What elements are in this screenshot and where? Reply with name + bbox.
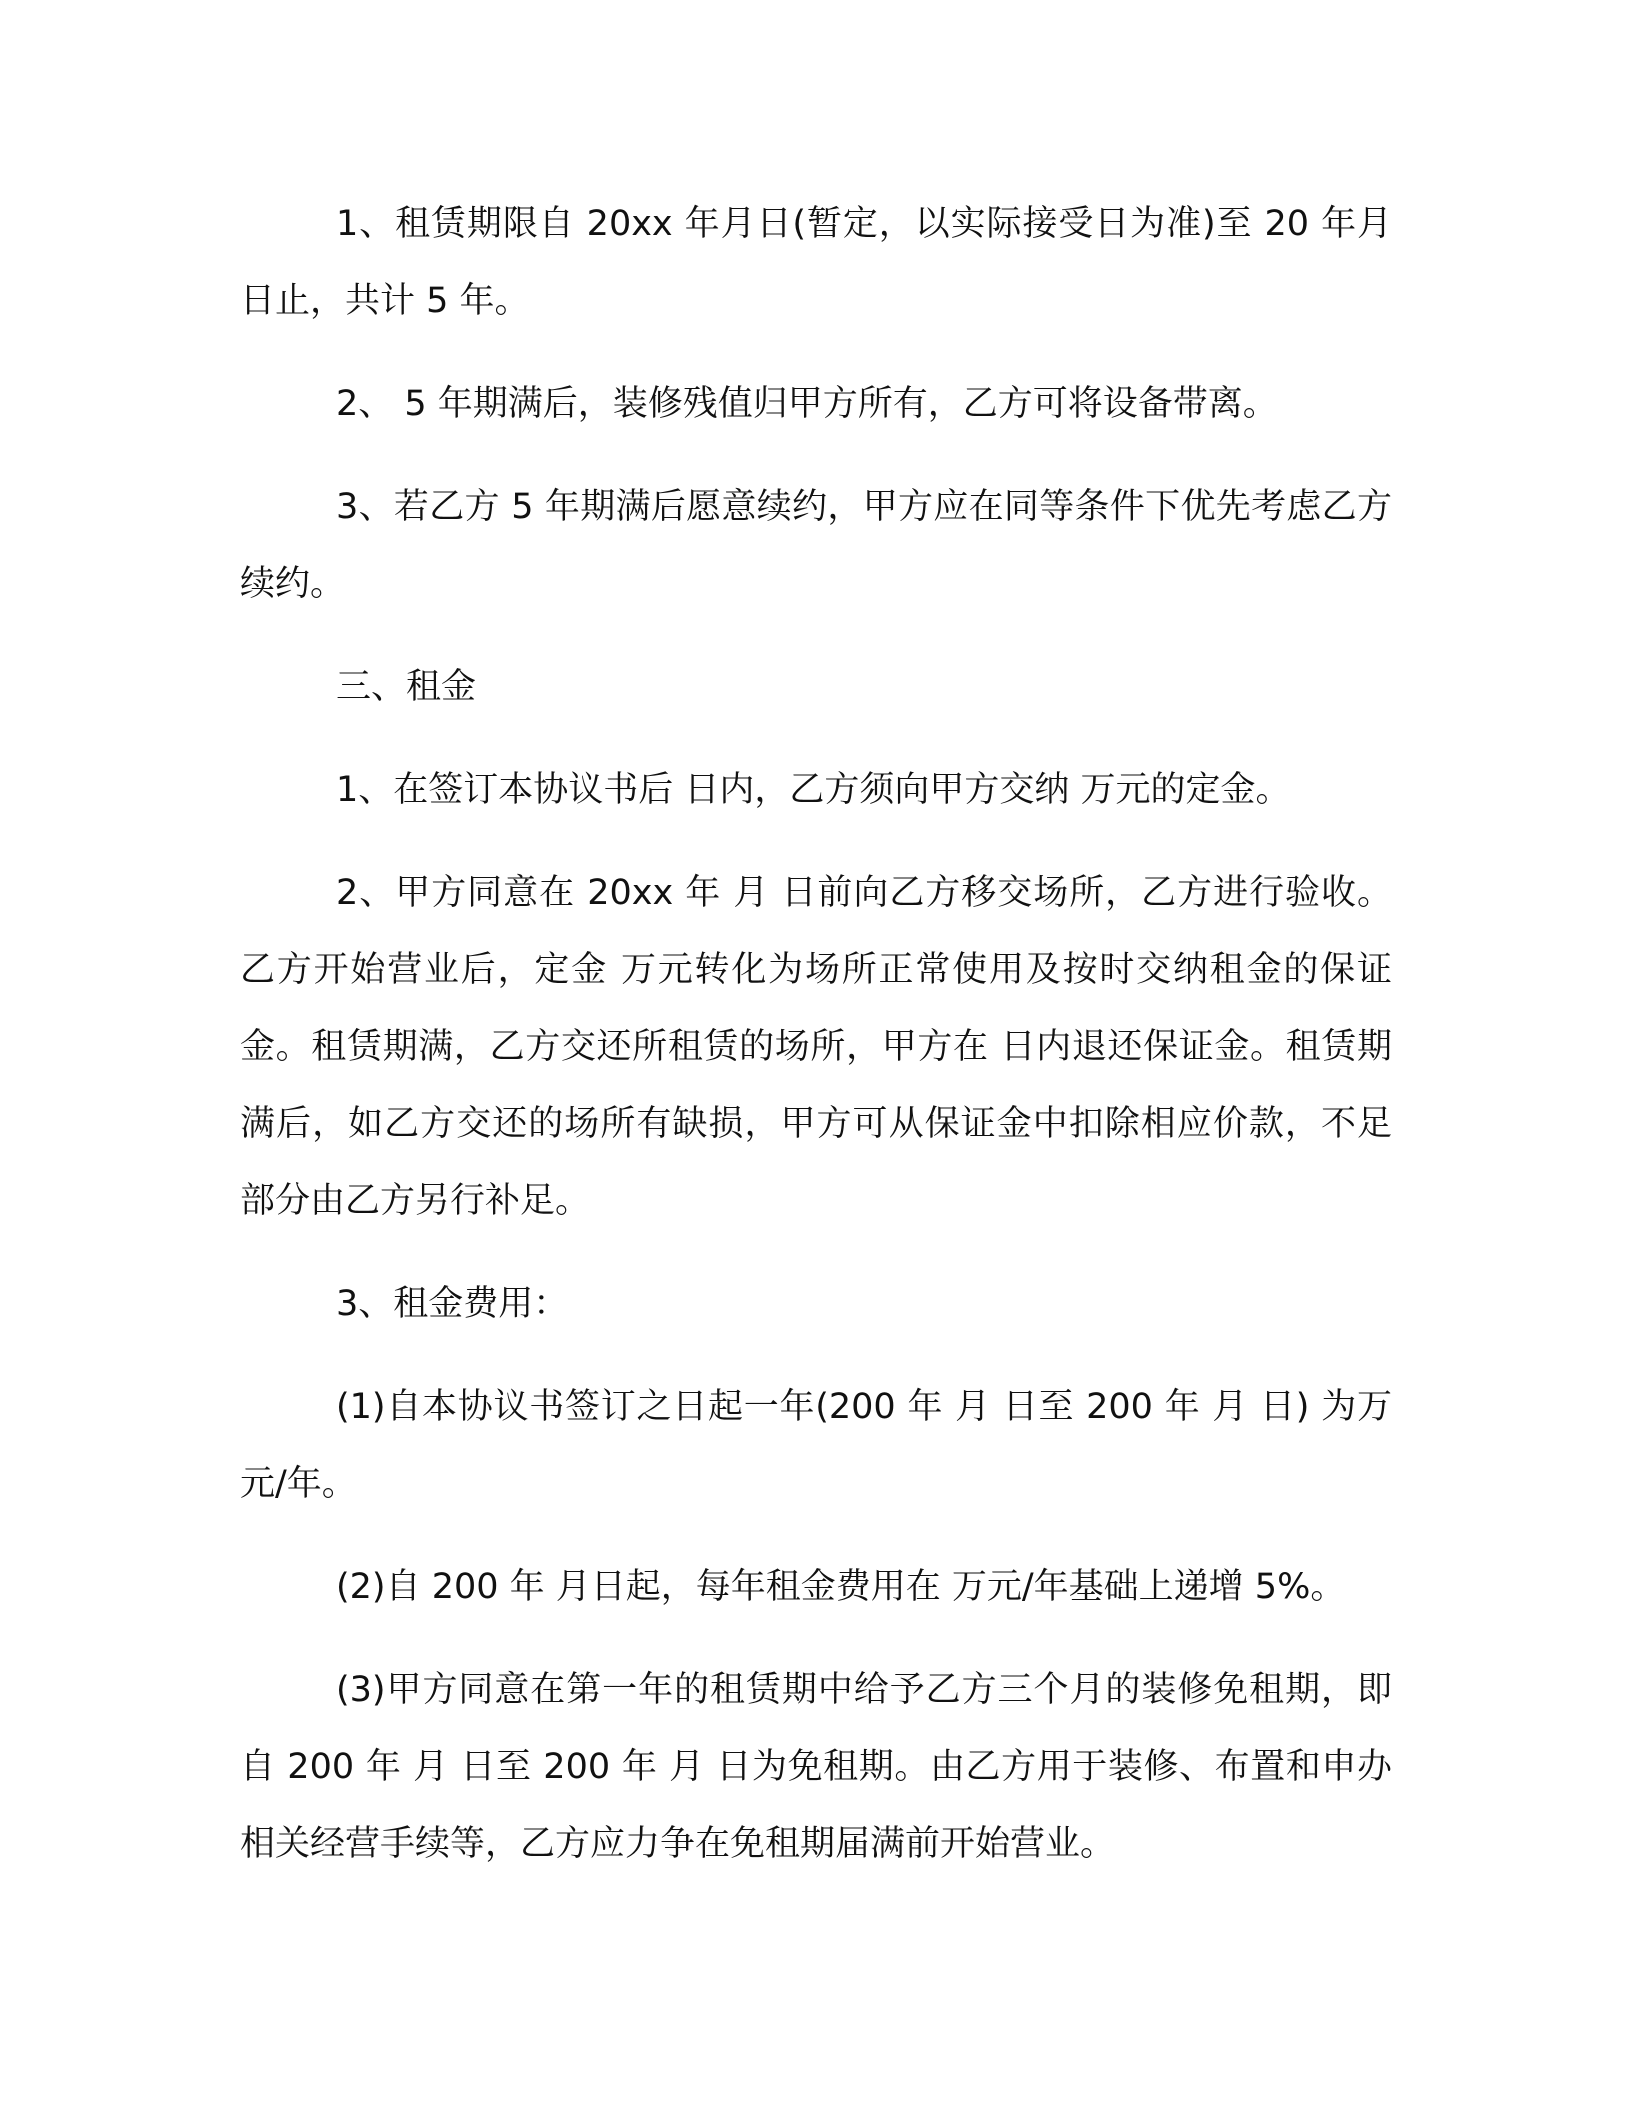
clause-term-renewal: 3、若乙方 5 年期满后愿意续约，甲方应在同等条件下优先考虑乙方续约。 (240, 487, 1392, 604)
clause-term-expiry: 2、 5 年期满后，装修残值归甲方所有，乙方可将设备带离。 (336, 384, 1278, 424)
clause-rent-handover: 2、甲方同意在 20xx 年 月 日前向乙方移交场所，乙方进行验收。乙方开始营业后，定金 万元转化为场所正常使用及按时交纳租金的保证金。租赁期满，乙方交还所租赁的场所，甲方在 日内退还保证金。租赁期满后，如乙方交还的场所有缺损，甲方可从保证金中扣除相应价款，不足部分由乙方另行补足。 (240, 873, 1392, 1221)
clause-rent-deposit: 1、在签订本协议书后 日内，乙方须向甲方交纳 万元的定金。 (336, 770, 1291, 810)
document-body (240, 186, 1392, 1883)
clause-rent-fees-heading: 3、租金费用： (336, 1284, 569, 1324)
section-heading-rent: 三、租金 (336, 667, 477, 707)
clause-rent-fee-1: (1)自本协议书签订之日起一年(200 年 月 日至 200 年 月 日) 为万元/年。 (240, 1387, 1392, 1504)
clause-rent-fee-3: (3)甲方同意在第一年的租赁期中给予乙方三个月的装修免租期，即自 200 年 月 日至 200 年 月 日为免租期。由乙方用于装修、布置和申办相关经营手续等，乙方应力争在免租期届满前开始营业。 (240, 1670, 1392, 1864)
clause-rent-fee-2: (2)自 200 年 月日起，每年租金费用在 万元/年基础上递增 5%。 (336, 1567, 1346, 1607)
clause-term-period: 1、租赁期限自 20xx 年月日(暂定，以实际接受日为准)至 20 年月 日止，共计 5 年。 (240, 204, 1392, 321)
